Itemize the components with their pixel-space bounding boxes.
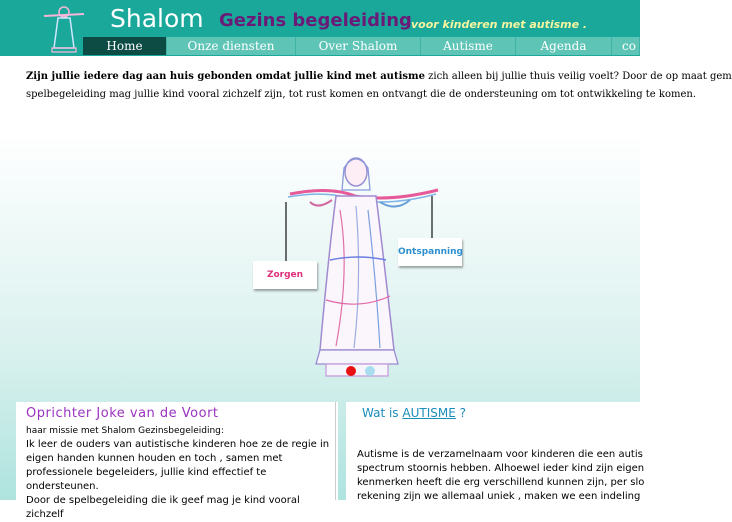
autisme-panel xyxy=(346,402,645,502)
intro-line1-rest: zich alleen bij jullie thuis veilig voelt? Door de op maat gem xyxy=(424,71,732,82)
autisme-line-1: Autisme is de verzamelnaam voor kinderen die een autis xyxy=(357,449,643,460)
nav-onze-diensten[interactable]: Onze diensten xyxy=(167,37,296,55)
founder-text-main: Ik leer de ouders van autistische kinderen hoe ze de regie in eigen handen kunnen houden en toch , samen met professionele begeleiders, jullie kind effectief te ondersteunen. xyxy=(26,439,330,492)
slide-indicator[interactable] xyxy=(365,366,375,376)
header xyxy=(0,0,640,56)
founder-subtitle: haar missie met Shalom Gezinsbegeleiding: xyxy=(26,426,224,436)
nav-home[interactable]: Home xyxy=(83,37,167,55)
autisme-line-3: kenmerken heeft die erg verschillend kunnen zijn, per slo xyxy=(357,477,645,488)
brand-subtagline: voor kinderen met autisme . xyxy=(411,18,588,31)
intro-text xyxy=(26,68,732,104)
founder-title: Oprichter Joke van de Voort xyxy=(26,406,219,421)
brand-name[interactable]: Shalom xyxy=(110,4,204,33)
sign-zorgen: Zorgen xyxy=(253,261,317,289)
nav-agenda[interactable]: Agenda xyxy=(516,37,612,55)
statue-logo-icon[interactable] xyxy=(40,2,88,54)
nav-over-shalom[interactable]: Over Shalom xyxy=(296,37,421,55)
nav-autisme[interactable]: Autisme xyxy=(421,37,516,55)
autisme-title xyxy=(362,406,466,420)
autisme-text xyxy=(357,448,647,504)
sign-ontspanning: Ontspanning xyxy=(398,238,462,266)
autisme-title-prefix: Wat is xyxy=(362,406,399,420)
founder-text xyxy=(26,438,338,522)
founder-text-more: Door de spelbegeleiding die ik geef mag je kind vooral zichzelf xyxy=(26,495,300,520)
brand-tagline: Gezins begeleiding xyxy=(219,10,412,31)
founder-panel xyxy=(16,402,338,520)
autisme-line-2: spectrum stoornis hebben. Alhoewel ieder kind zijn eigen xyxy=(357,463,645,474)
intro-bold: Zijn jullie iedere dag aan huis gebonden omdat jullie kind met autisme xyxy=(26,71,425,82)
autisme-title-suffix: ? xyxy=(459,406,467,420)
main-nav xyxy=(83,37,640,55)
panel-divider xyxy=(335,402,336,500)
autisme-line-4: rekening zijn we allemaal uniek , maken we een indeling xyxy=(357,491,641,502)
slide-indicator-active[interactable] xyxy=(346,366,356,376)
intro-line2: spelbegeleiding mag jullie kind vooral zichzelf zijn, tot rust komen en ontvangt die de ondersteuning om tot ontwikkeling te komen. xyxy=(26,89,697,100)
nav-contact[interactable]: co xyxy=(612,37,640,55)
intro-section xyxy=(0,56,732,134)
autisme-link[interactable]: AUTISME xyxy=(402,406,456,420)
